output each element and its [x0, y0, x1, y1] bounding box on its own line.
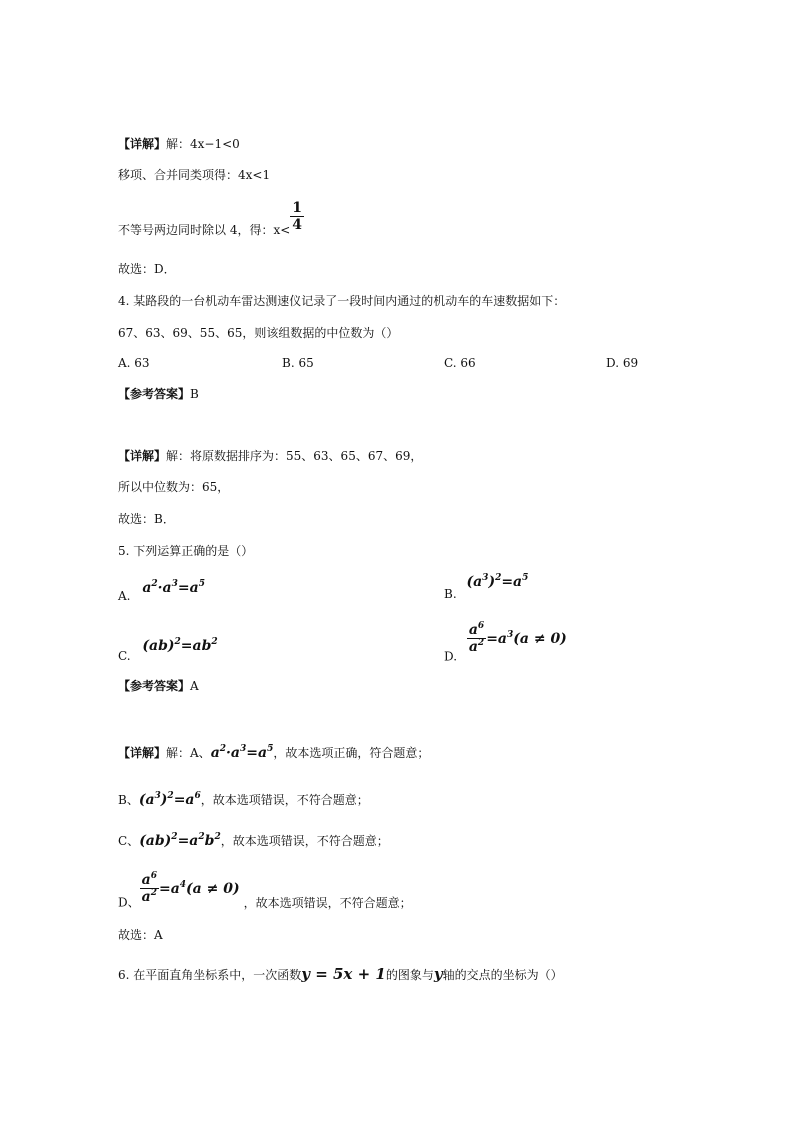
detail-bracket: 【详解】: [118, 137, 167, 151]
function-expr: y = 5x + 1: [301, 965, 386, 983]
math-expr: $(a^3)^2=a^5$: [466, 573, 529, 590]
q5-option-d: D. $\frac{a^6}{a^2}$ $=a^3(a \ne 0)$: [444, 621, 567, 664]
q5-detail-d: D、 $\frac{a^6}{a^2}$ $=a^4(a \ne 0)$，故本选项错误，不符合题意；: [118, 871, 412, 910]
q4-option-c: C. 66: [444, 356, 476, 370]
q5-option-a: A. $a^2\cdot a^3=a^5$: [118, 579, 205, 603]
math-expr: $(ab)^2=a^2b^2$: [139, 832, 221, 849]
math-expr: $(a^3)^2=a^6$: [138, 791, 201, 808]
q4-option-a: A. 63: [118, 356, 150, 370]
detail-text: 解：将原数据排序为：55、63、65、67、69，: [166, 449, 423, 463]
conclusion-d: 故选：D．: [118, 262, 176, 276]
q5-detail-a: 【详解】解：A、$a^2\cdot a^3=a^5$，故本选项正确，符合题意；: [118, 744, 430, 761]
q5-answer: [118, 678, 199, 694]
q4-detail-1: [118, 448, 422, 464]
fraction-one-quarter: $\frac{1}{4}$: [292, 200, 303, 233]
q4-detail-2: 所以中位数为：65，: [118, 480, 230, 494]
q5-option-b: B. $(a^3)^2=a^5$: [444, 573, 529, 601]
q5-stem: 5. 下列运算正确的是（）: [118, 544, 254, 558]
detail-bracket: 【详解】: [118, 449, 167, 463]
q4-option-d: D. 69: [606, 356, 639, 370]
math-expr: $\frac{a^6}{a^2}$ $=a^4(a \ne 0)$: [141, 871, 240, 905]
q5-detail-b: B、$(a^3)^2=a^6$，故本选项错误，不符合题意；: [118, 791, 369, 808]
q5-conclusion: 故选：A: [118, 928, 163, 942]
math-expr: $a^2\cdot a^3=a^5$: [210, 744, 274, 761]
q6-stem: 6. 在平面直角坐标系中，一次函数y = 5x + 1的图象与y轴的交点的坐标为（）: [118, 965, 563, 983]
q5-option-c: C. $(ab)^2=ab^2$: [118, 637, 218, 663]
answer-bracket: 【参考答案】: [118, 679, 191, 693]
detail-line-1: [118, 136, 240, 152]
q4-answer: [118, 386, 199, 402]
math-expr: $\frac{a^6}{a^2}$ $=a^3(a \ne 0)$: [468, 621, 567, 655]
math-expr: $a^2\cdot a^3=a^5$: [142, 579, 205, 596]
detail-line-3: [118, 200, 304, 238]
detail-line-3-text: 不等号两边同时除以 4，得：x<: [118, 223, 291, 237]
q5-detail-c: C、$(ab)^2=a^2b^2$，故本选项错误，不符合题意；: [118, 832, 389, 849]
q4-conclusion: 故选：B．: [118, 512, 175, 526]
axis-var: y: [433, 965, 443, 983]
answer-bracket: 【参考答案】: [118, 387, 191, 401]
q4-option-b: B. 65: [282, 356, 314, 370]
detail-bracket: 【详解】: [118, 746, 167, 760]
answer-value: B: [190, 387, 199, 401]
q4-stem-1: 4. 某路段的一台机动车雷达测速仪记录了一段时间内通过的机动车的车速数据如下：: [118, 294, 566, 308]
q4-stem-2: 67、63、69、55、65，则该组数据的中位数为（）: [118, 326, 399, 340]
answer-value: A: [190, 679, 199, 693]
detail-text: 解：4x−1<0: [166, 137, 240, 151]
detail-line-2: 移项、合并同类项得：4x<1: [118, 168, 271, 182]
math-expr: $(ab)^2=ab^2$: [142, 637, 218, 654]
